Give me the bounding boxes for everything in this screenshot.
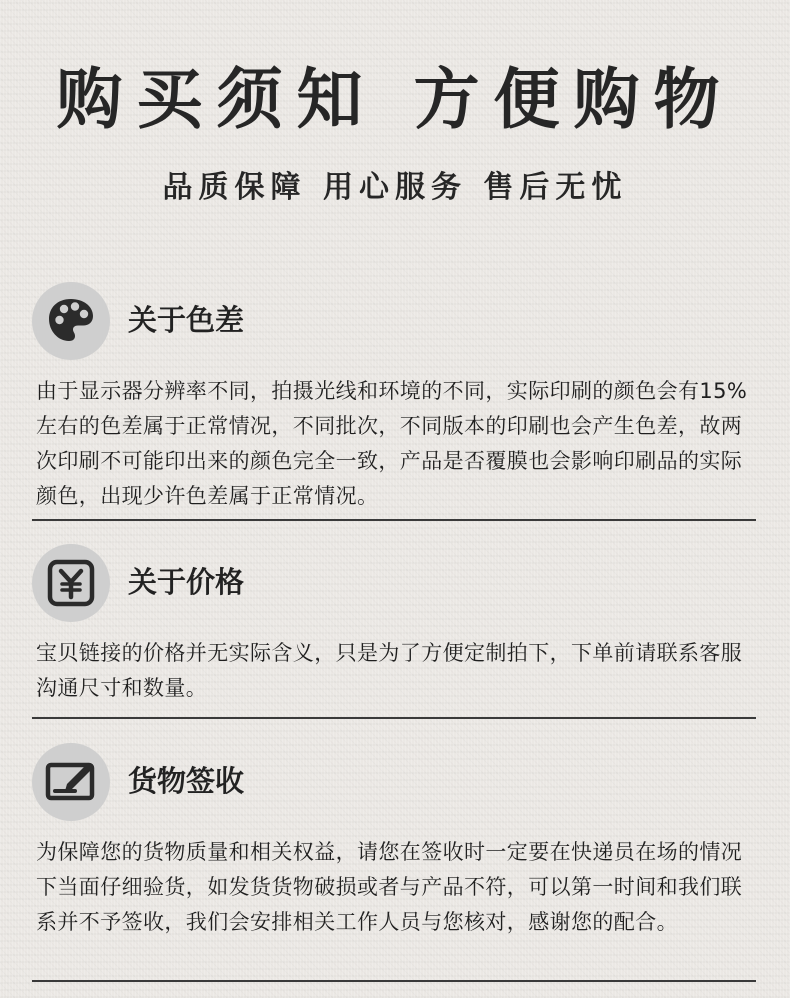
section-body: 宝贝链接的价格并无实际含义，只是为了方便定制拍下，下单前请联系客服沟通尺寸和数量。	[36, 641, 743, 700]
section-divider	[32, 980, 756, 982]
section-color-difference	[32, 282, 756, 514]
section-title: 货物签收	[128, 764, 245, 798]
section-delivery-signoff	[32, 743, 756, 940]
section-header	[32, 743, 756, 821]
yen-icon	[32, 544, 110, 622]
section-price	[32, 544, 756, 706]
section-title: 关于色差	[128, 303, 245, 337]
section-divider	[32, 519, 756, 521]
section-body: 由于显示器分辨率不同，拍摄光线和环境的不同，实际印刷的颜色会有15%左右的色差属于正常情况，不同批次，不同版本的印刷也会产生色差，故两次印刷不可能印出来的颜色完全一致，产品是否覆膜也会影响印刷品的实际颜色，出现少许色差属于正常情况。	[36, 379, 748, 508]
section-title: 关于价格	[128, 565, 245, 599]
section-header	[32, 544, 756, 622]
section-body: 为保障您的货物质量和相关权益，请您在签收时一定要在快递员在场的情况下当面仔细验货，如发货货物破损或者与产品不符，可以第一时间和我们联系并不予签收，我们会安排相关工作人员与您核对，感谢您的配合。	[36, 840, 743, 934]
section-header	[32, 282, 756, 360]
page-title: 购买须知 方便购物	[56, 60, 734, 138]
signature-pad-icon	[32, 743, 110, 821]
palette-icon	[32, 282, 110, 360]
page-subtitle: 品质保障 用心服务 售后无忧	[162, 170, 628, 205]
section-divider	[32, 717, 756, 719]
